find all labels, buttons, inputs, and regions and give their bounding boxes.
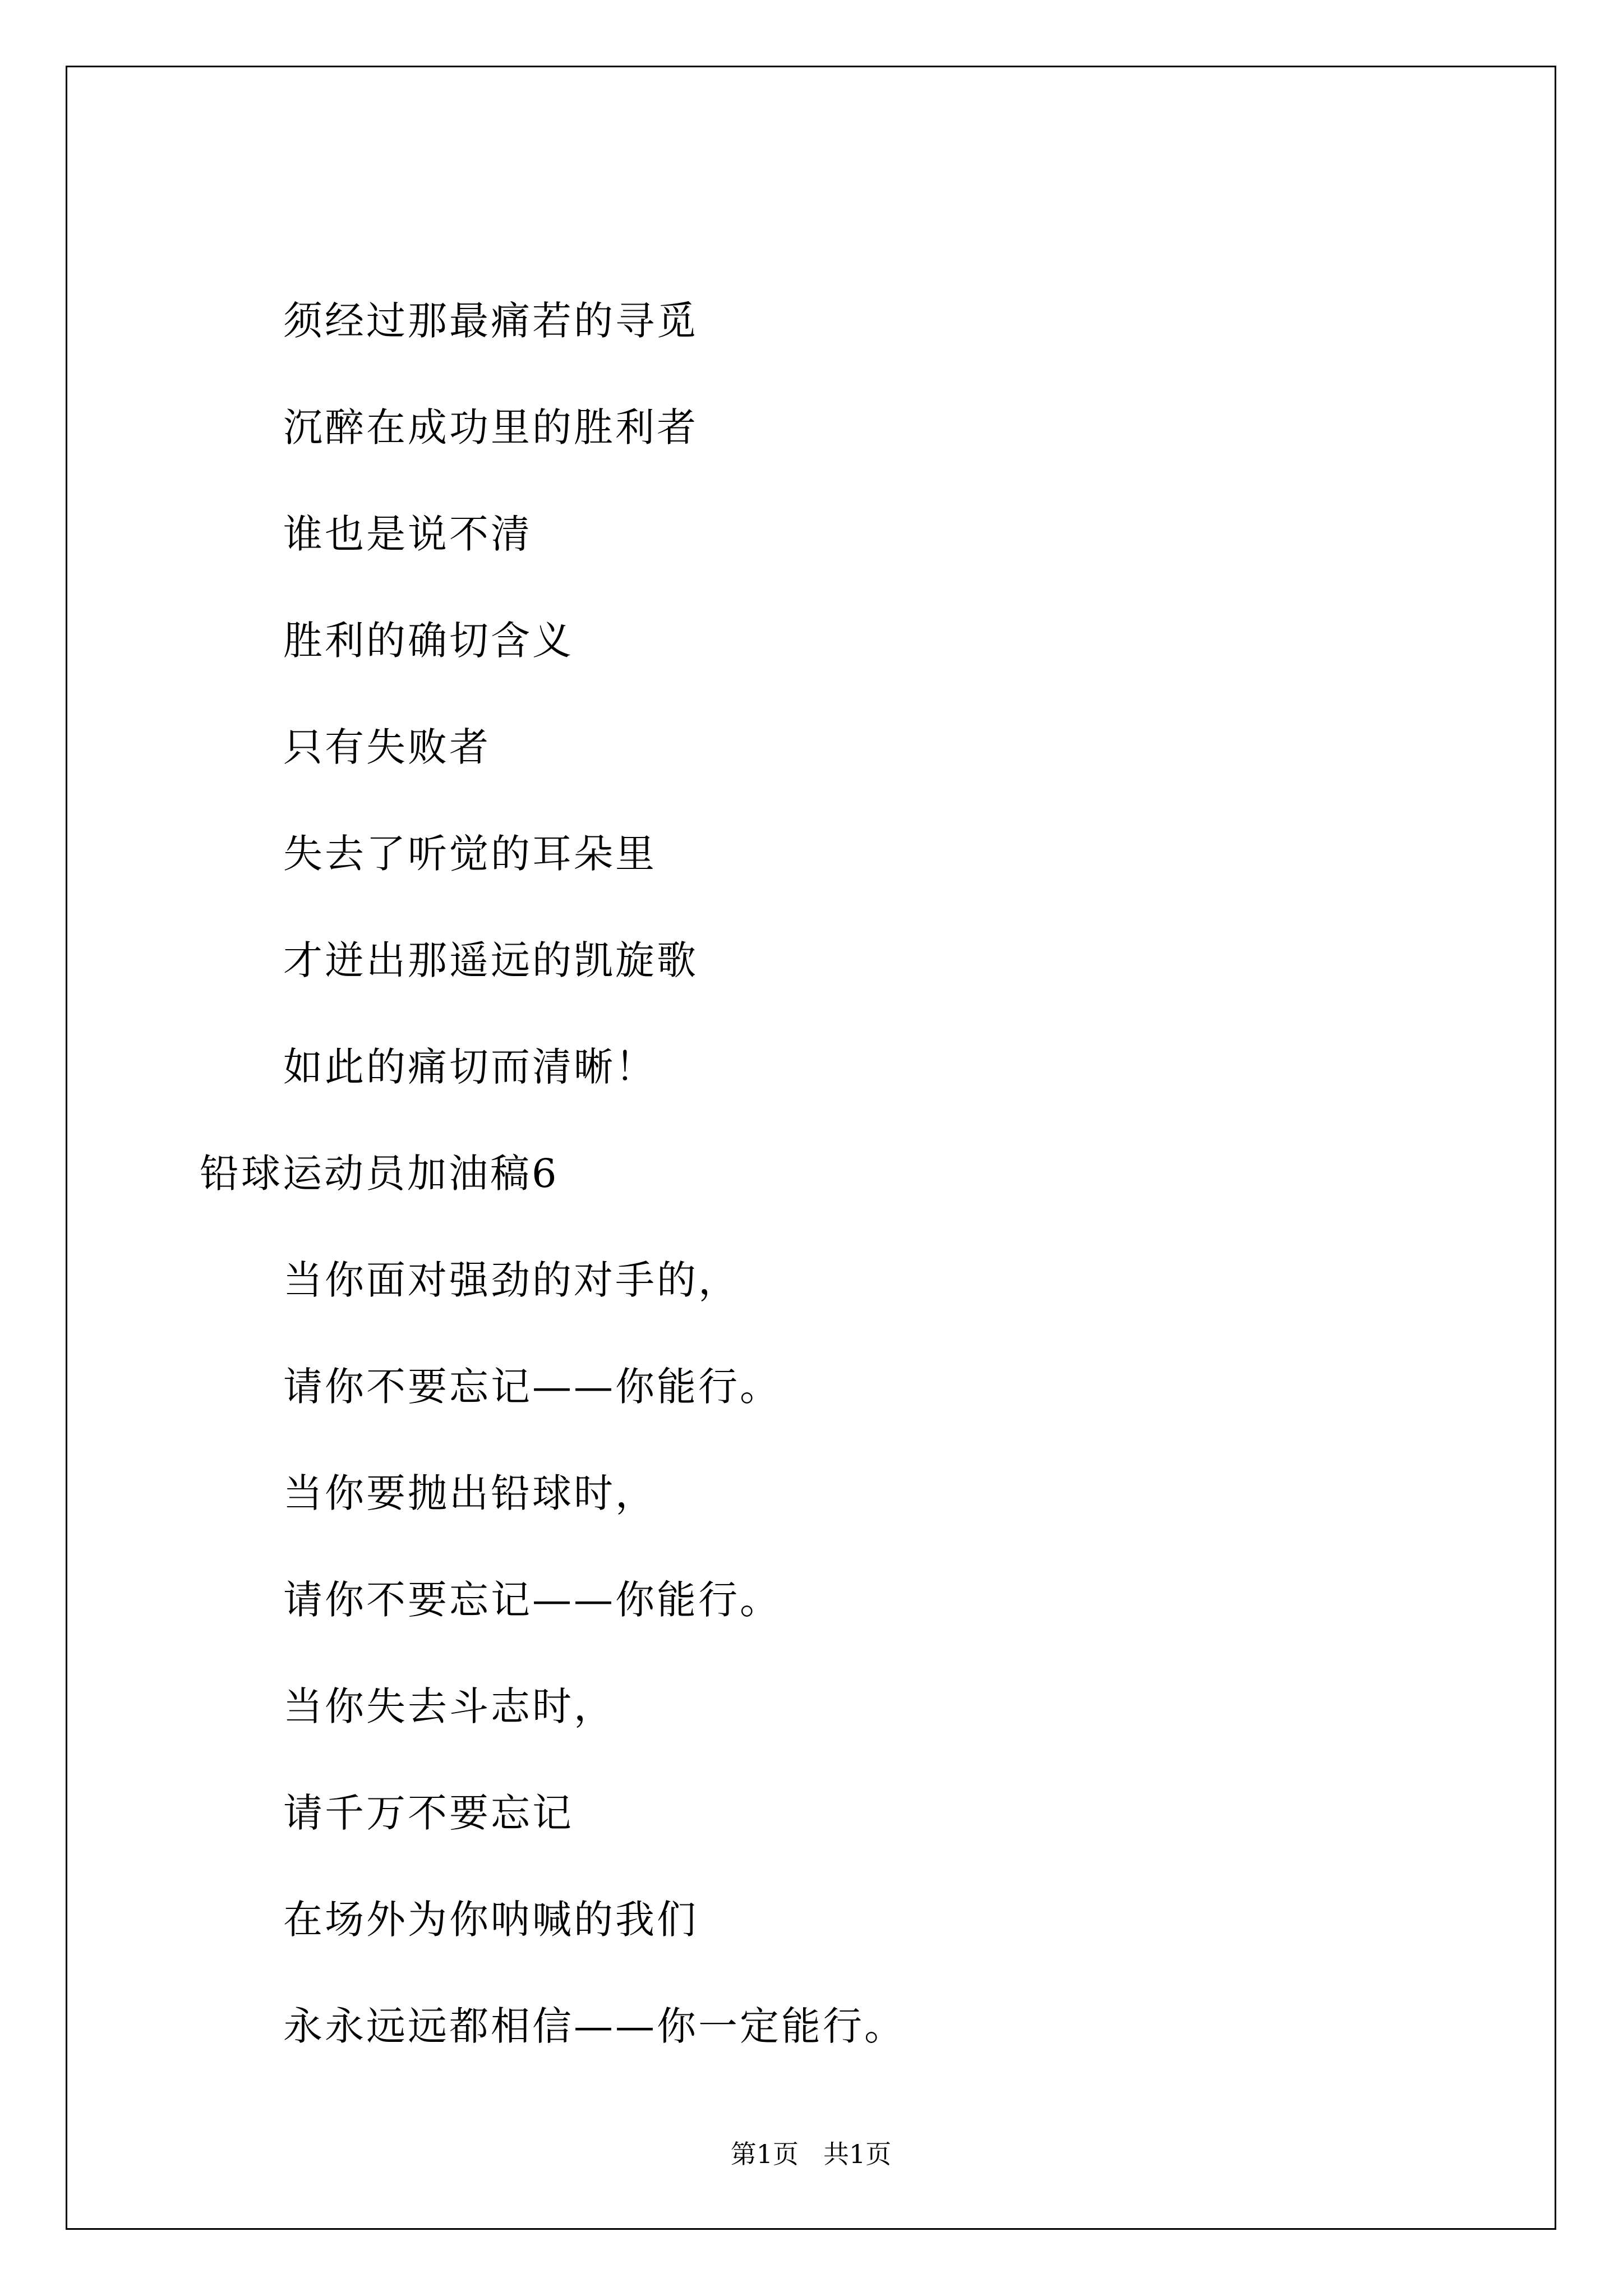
- poem-line: 当你失去斗志时，: [283, 1683, 615, 1729]
- poem-line: 失去了听觉的耳朵里: [283, 831, 657, 877]
- poem-line: 请你不要忘记——你能行。: [283, 1577, 781, 1623]
- poem-line: 须经过那最痛若的寻觅: [283, 298, 698, 344]
- poem-line: 在场外为你呐喊的我们: [283, 1897, 698, 1943]
- document-body: [67, 67, 1555, 2228]
- poem-line: 当你面对强劲的对手的，: [283, 1257, 740, 1303]
- poem-line: 才迸出那遥远的凯旋歌: [283, 937, 698, 983]
- poem-line: 沉醉在成功里的胜利者: [283, 404, 698, 450]
- section-heading: 铅球运动员加油稿6: [200, 1151, 559, 1197]
- poem-line: 请你不要忘记——你能行。: [283, 1364, 781, 1410]
- page-frame: [66, 66, 1556, 2230]
- poem-line: 如此的痛切而清晰！: [283, 1044, 657, 1090]
- poem-line: 胜利的确切含义: [283, 618, 574, 664]
- poem-line: 当你要抛出铅球时，: [283, 1470, 657, 1516]
- poem-line: 请千万不要忘记: [283, 1790, 574, 1836]
- page-total: 共1页: [823, 2139, 892, 2169]
- page-number: 第1页: [730, 2139, 799, 2169]
- poem-line: 谁也是说不清: [283, 511, 532, 557]
- page-footer: [67, 2137, 1555, 2171]
- poem-line: 永永远远都相信——你一定能行。: [283, 2003, 906, 2049]
- poem-line: 只有失败者: [283, 724, 491, 770]
